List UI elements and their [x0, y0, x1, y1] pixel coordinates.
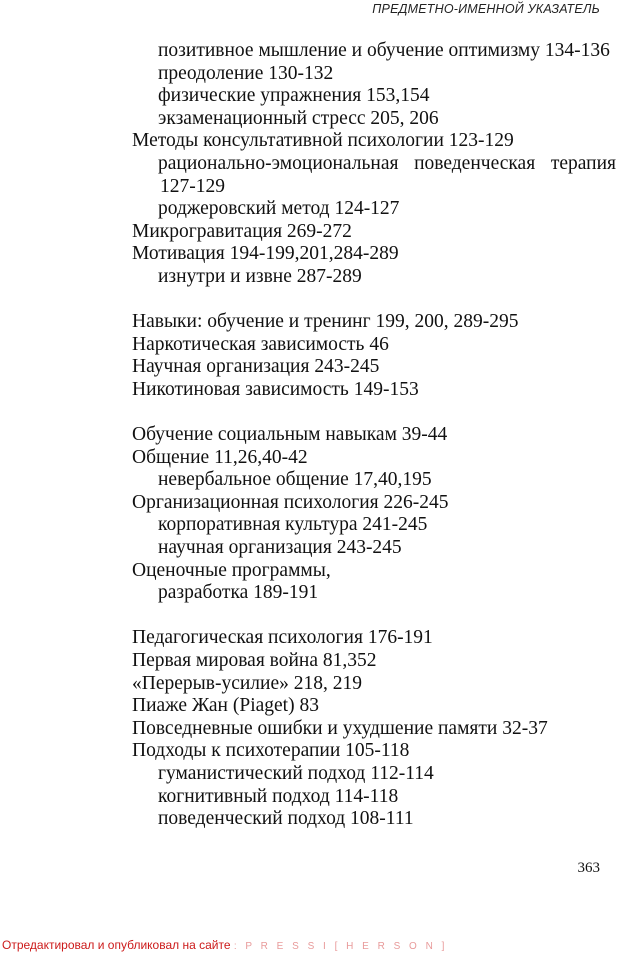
- index-entry: Методы консультативной психологии 123-129: [132, 130, 514, 152]
- index-subentry: научная организация 243-245: [158, 537, 402, 559]
- index-entry: Пиаже Жан (Piaget) 83: [132, 695, 319, 717]
- footer-brand: : P R E S S I [ H E R S O N ]: [233, 941, 448, 952]
- index-subentry-justified: [0, 153, 620, 176]
- footer-text: Отредактировал и опубликовал на сайте: [2, 938, 231, 952]
- index-continuation: 127-129: [160, 175, 225, 197]
- index-entry: Научная организация 243-245: [132, 356, 380, 378]
- running-header: ПРЕДМЕТНО-ИМЕННОЙ УКАЗАТЕЛЬ: [372, 2, 600, 16]
- index-entry: Общение 11,26,40-42: [132, 446, 308, 468]
- index-column: [0, 40, 620, 831]
- index-entry: Повседневные ошибки и ухудшение памяти 32-37: [132, 717, 548, 739]
- index-entry: Организационная психология 226-245: [132, 491, 449, 513]
- index-entry: Педагогическая психология 176-191: [132, 627, 433, 649]
- section-gap: [0, 289, 620, 312]
- index-subentry: гуманистический подход 112-114: [158, 763, 434, 784]
- index-entry: Мотивация 194-199,201,284-289: [132, 243, 399, 265]
- page-number: 363: [577, 860, 600, 876]
- index-subentry: изнутри и извне 287-289: [158, 265, 362, 287]
- index-entry: Микрогравитация 269-272: [132, 220, 352, 242]
- index-word: рационально-эмоциональная: [158, 152, 399, 174]
- index-subentry: преодоление 130-132: [158, 62, 334, 84]
- index-subentry: разработка 189-191: [158, 582, 319, 604]
- index-subentry: поведенческий подход 108-111: [158, 808, 414, 830]
- section-gap: [0, 402, 620, 425]
- index-subentry: невербальное общение 17,40,195: [158, 469, 432, 491]
- index-subentry: экзаменационный стресс 205, 206: [158, 107, 439, 129]
- index-subentry: корпоративная культура 241-245: [158, 514, 428, 536]
- index-entry: Оценочные программы,: [132, 559, 331, 581]
- index-entry: Обучение социальным навыкам 39-44: [132, 424, 448, 446]
- index-entry: «Перерыв-усилие» 218, 219: [132, 672, 362, 694]
- index-entry: Наркотическая зависимость 46: [132, 333, 389, 355]
- index-entry: Навыки: обучение и тренинг 199, 200, 289-295: [132, 311, 519, 333]
- index-subentry: позитивное мышление и обучение оптимизму 134-136: [158, 40, 610, 61]
- index-subentry: роджеровский метод 124-127: [158, 198, 400, 220]
- index-entry: Подходы к психотерапии 105-118: [132, 740, 410, 762]
- footer-credit: [2, 938, 447, 952]
- section-gap: [0, 605, 620, 628]
- index-word: поведенческая: [414, 152, 536, 174]
- index-subentry: когнитивный подход 114-118: [158, 785, 399, 807]
- index-word: терапия: [550, 152, 616, 174]
- index-entry: Первая мировая война 81,352: [132, 650, 377, 672]
- index-entry: Никотиновая зависимость 149-153: [132, 378, 419, 400]
- index-subentry: физические упражнения 153,154: [158, 85, 430, 107]
